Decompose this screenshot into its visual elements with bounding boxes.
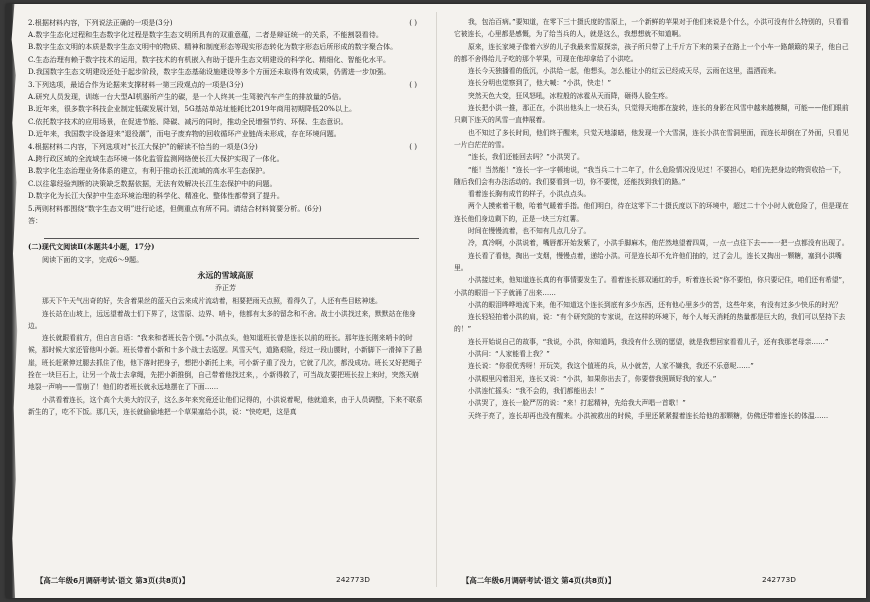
story-paragraph: 原来，连长家境子像着六岁的儿子我最来雪原探亲，孩子所只带了上千斤方下来的果子在路上一个小车一路颠簸的果子，他自己的都不舍得给儿子吃的那个苹果，可现在他却拿给了小洪吃。 [454,42,849,63]
story-paragraph: 小洪看着连长，这个高个大美大的汉子，这么多年来究竟还让他们记得的，小洪说着呢，他就道来，由于人员调整，下来不联系新生的了，吃不下饭。那几天，连长就偷偷地把一个草果塞给小洪，说：“快吃吧，这是真 [28,395,423,416]
story-paragraph: 连长分明也觉察到了，他大喊：“小洪，快走！” [468,79,611,88]
story-paragraph: “能！当然能！”连长一字一字顿地说，“我当兵二十二年了，什么危险情况没见过！不要担心，咱们先把身边的物资收拾一下，随后我们会有办法活动的。我们要看到一切，你不要慌，还能找到我们的路。” [454,165,846,186]
story-title: 永远的雪域高原 [197,269,254,280]
story-paragraph: “连长，我们还能回去吗？”小洪哭了。 [468,153,584,162]
page-divider [436,12,437,587]
question-4-stem: 4.根据材料二内容，下列选项对“长江大保护”的解读不恰当的一项是(3分) [28,142,258,152]
story-paragraph: 连长站在山坡上，远远望着战士们下界了，这雪原、边界、哨卡，他都有太多的留念和不舍。战士小洪找过来，默默站在他身边。 [28,309,416,330]
footer-title: 【高二年级6月调研考试·语文 第4页(共8页)】 [462,576,616,585]
answer-paren: ( ) [409,18,417,27]
q3-option-c: C.依托数字技术的应用场景，在促进节能、降碳、减污的同时，推动全民增强节约、环保、生态意识。 [28,116,348,126]
story-paragraph: 看着连长胸有成竹的样子，小洪点点头。 [468,190,591,199]
q2-option-d: D.我国数字生态文明建设还处于起步阶段，数字生态基础设施建设等多个方面还未取得有效成果，仍需进一步加强。 [28,66,391,76]
q2-option-b: B.数字生态文明的本质是数字生态文明中的物质、精神和制度形态等现实形态转化为数字形态后所形成的数字聚合体。 [28,42,398,52]
story-paragraph: 两个人摸索着干粮，哈着气暖着手指。他们明白，待在这零下二十摄氏度以下的环境中，超过二十个小时人就危险了，但是现在连长他们身边剩下的，正是一块三方红薯。 [454,202,849,223]
question-2 [28,17,423,29]
story-paragraph: 小洪连忙摇头：“我不会的，我们都能出去！” [468,386,605,395]
story-paragraph: 小洪眼里闪着泪光，连长又说：“小洪，如果你出去了，你要替我照顾好我的家人。” [468,374,717,383]
q2-option-c: C.生态治理有赖于数字技术的运用，数字技术的有机嵌入有助于提升生态文明建设的科学化、精细化、智能化水平。 [28,54,391,64]
question-3-stem: 3.下列选项，最适合作为论据来支撑材料一第三段观点的一项是(3分) [28,80,244,90]
footer-right [462,575,852,586]
answer-label: 答： [28,216,43,226]
story-paragraph: 连长今天独播看的低沉，小洪给一起，他想头，怎么能让小的红云已经成天尽，云雨在这里，温洒而来。 [468,67,781,76]
q4-option-a: A.跨行政区域的全流域生态环境一体化监管监测网络使长江大保护实现了一体化。 [28,154,284,164]
story-paragraph: 小洪问：“人家能看上我？” [468,350,550,359]
story-paragraph: 小洪接过来，他知道连长真的有事情要发生了。看着连长那双通红的手，听着连长说“你不要怕，你只要记住，咱们还有希望”，小洪的眼泪一下子就涌了出来…… [454,276,849,297]
story-paragraph: 小洪的眼泪哗哗地流下来，他不知道这个连长到底有多少东西，还有他心里多少的苦，这些年来，有没有过多少快乐的时光？ [468,300,842,309]
answer-paren: ( ) [409,142,417,152]
story-paragraph: 也不知过了多长时间，他们终于醒来，只觉天地漆暗，他发现一个大雪洞，连长小洪在雪洞里面，而连长却倒在了外面，只看见一片白茫茫的雪。 [454,128,849,149]
section-heading: (二)现代文阅读Ⅱ(本题共4小题，17分) [28,242,155,252]
question-4 [28,141,423,153]
story-text-left [28,295,423,418]
q3-option-d: D.近年来，我国数字设备迎来“退役潮”，而电子废弃物的回收循环产业链尚未形成，存在环境问题。 [28,128,341,138]
question-2-stem: 2.根据材料内容，下列说法正确的一项是(3分) [28,18,173,27]
question-3 [28,79,423,91]
q2-option-a: A.数字生态化过程和生态数字化过程是数字生态文明所具有的双重意蕴，二者是辩证统一的关系，不能割裂看待。 [28,30,383,40]
exam-code: 242773D [336,575,370,584]
story-paragraph: 那天下午天气出奇的好，失含着果丝的蓝天白云来成片流动着，相要把雨天点照，看得久了，人还有些目眩神迷。 [42,297,382,306]
left-page [28,16,423,418]
story-paragraph: 冷，真冷啊，小洪说着，嘴唇都开始发紫了，小洪手脚麻木，他茫然地望着四周，一点一点往下去——一把一点都没有出现了。 [468,239,849,248]
story-paragraph: 连长轻轻拍着小洪的肩，说：“有个研究院的专家说，在这样的环境下，每个人每天消耗的热量都是巨大的，我们可以坚持下去的！” [454,313,846,334]
story-paragraph: 小洪哭了，连长一脸严厉的说：“来！打起精神，先给我大声唱一首歌！” [468,399,686,408]
torn-edge [6,4,20,598]
story-author: 乔正芳 [215,284,236,293]
answer-line[interactable] [44,227,419,239]
footer-left [36,575,426,586]
q4-option-c: C.以往靠经验判断的决策缺乏数据依据，无法有效解决长江生态保护中的问题。 [28,178,277,188]
exam-code: 242773D [762,575,796,584]
question-5-stem: 5.两则材料都围绕“数字生态文明”进行论述，但侧重点有所不同。请结合材料简要分析。(6分) [28,204,322,214]
reading-instruction: 阅读下面的文字，完成6～9题。 [42,254,144,264]
story-paragraph: 天终于亮了，连长却再也没有醒来。小洪被救出的时候，手里还紧紧握着连长给他的那颗糖，仿佛还带着连长的体温…… [468,411,829,420]
story-paragraph: 突然天色大变，狂风怒吼，冰粒般的冰雹从天而降，砸得人脸生疼。 [468,91,672,100]
story-paragraph: 时间在慢慢流着，也不知有几点几分了。 [468,227,591,236]
story-paragraph: 连长开始说自己的故事，“我说，小洪，你知道吗，我没有什么别的愿望，就是我想回家看看儿子，还有我那老母亲……” [468,337,829,346]
story-paragraph: 我，包治百病。”要知道，在零下三十摄氏度的雪原上，一个新鲜的苹果对于他们来说是个什么，小洪可没有什么特别的，只看看它被连长，心里都是感慨，为了给当兵的人，就是这么，我想想就不知道啊。 [454,18,849,39]
q4-option-d: D.数字化为长江大保护中生态环境治理的科学化、精准化、整体性都带到了提升。 [28,190,284,200]
exam-sheet [6,4,866,598]
story-paragraph: 连长就跟看前方，但自言自语：“我来和者班长告个别。”小洪点头，他知道班长曾是连长以前的班长。那年连长刚来哨卡的时候，那时候大家还管他叫小新。班长带着小新和十多个战士去巡逻。风雪天气，道路艰险，经过一段山腰时，小新脚下一滑掉下了悬崖，班长赶紧伸过腿去抓住了他，他下落时把身子，想把小新托上来，可小新子重了没力，它就了几次，都没成功。班长又好把绳子拴在一块巨石上，让另一个战士去拿绳，先把小新推倒，自己带着他找过来，，小新得救了，可当战友要把班长拉上来时，突然天崩地裂一声响——雪崩了！他们的者班长就永远地摆在了下面…… [28,334,423,392]
footer-title: 【高二年级6月调研考试·语文 第3页(共8页)】 [36,576,190,585]
story-paragraph: 连长说：“你很优秀呀！开玩笑，我这个值班的兵，从小就苦，人家不嫌我，我还不乐意呢……” [468,362,754,371]
right-page [454,16,849,422]
q4-option-b: B.数字化生态治理业务体系的建立，有利于推动长江流域的高水平生态保护。 [28,166,270,176]
q3-option-a: A.研究人员发现，训练一台大型AI机器所产生的碳，是一个人终其一生驾驶汽车产生的排放量的5倍。 [28,92,346,102]
answer-paren: ( ) [409,80,417,90]
story-paragraph: 连长看了看他，掏出一支烟，慢慢点着，递给小洪。可是连长却不允许他们抽的，过了会儿，连长又掏出一颗糖，塞到小洪嘴里。 [454,251,842,272]
q3-option-b: B.近年来，很多数字科技企业制定低碳发展计划，5G基站单站址能耗比2019年商用初期降低20%以上。 [28,104,357,114]
story-paragraph: 连长把小洪一推，那正在，小洪出他头上一块石头，只觉得天地都在旋转，连长的身影在风雪中越来越模糊，可能——他们眼前只剩下连天的风雪一直伸展着。 [454,104,849,125]
